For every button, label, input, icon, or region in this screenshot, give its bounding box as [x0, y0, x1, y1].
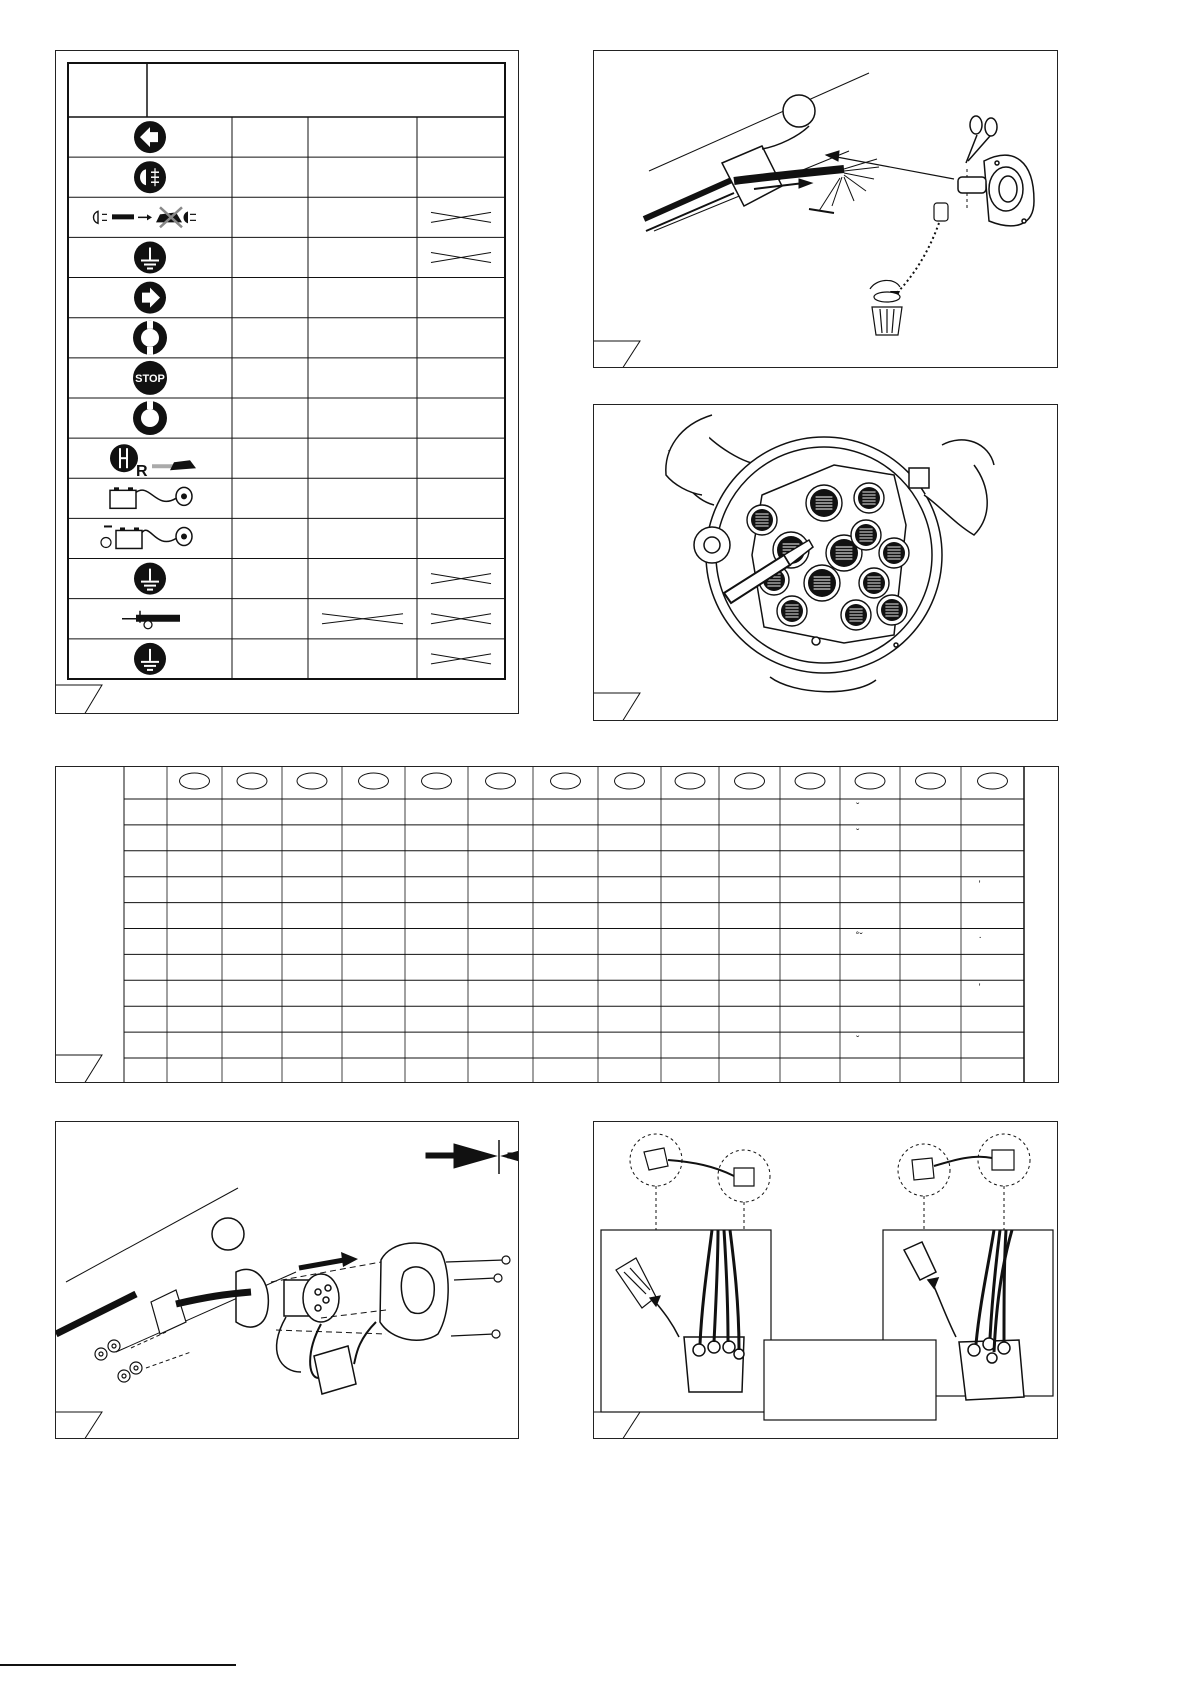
- scissors-icon: [966, 116, 997, 163]
- column-header-oval: [486, 773, 516, 789]
- column-header-oval: [735, 773, 765, 789]
- column-header-oval: [297, 773, 327, 789]
- socket-flange-icon: [958, 155, 1034, 226]
- turn-left-icon: [134, 121, 166, 153]
- tail-lamp-left-icon: [133, 401, 167, 435]
- trailer-sensor-icon: [122, 611, 180, 629]
- step1-panel: [593, 50, 1058, 368]
- matrix-mark: ˚ˇ: [856, 931, 863, 943]
- svg-text:STOP: STOP: [135, 372, 165, 385]
- legend-table: [56, 51, 519, 714]
- tow-ball-icon: [762, 95, 815, 149]
- column-header-oval: [237, 773, 267, 789]
- bolt-icon: [446, 1256, 510, 1338]
- ground-icon: [134, 563, 166, 595]
- ground-icon: [134, 241, 166, 273]
- column-header-oval: [916, 773, 946, 789]
- matrix-mark: ʼ: [978, 983, 981, 995]
- nut-icon: [95, 1340, 142, 1382]
- seal-plug-icon: [934, 203, 948, 221]
- matrix-mark: ˇ: [856, 1035, 860, 1047]
- socket-flange-icon: [176, 1269, 339, 1327]
- column-header-oval: [615, 773, 645, 789]
- column-header-oval: [795, 773, 825, 789]
- connection-matrix: [56, 767, 1059, 1083]
- fog-lamp-cutoff-icon: [94, 207, 197, 227]
- matrix-mark: ʼ: [978, 879, 981, 891]
- tow-ball-icon: [212, 1218, 244, 1250]
- legend-panel: [55, 50, 519, 714]
- column-header-oval: [422, 773, 452, 789]
- battery-ignition-icon: [101, 526, 192, 548]
- column-header-oval: [359, 773, 389, 789]
- step5-panel: [593, 1121, 1058, 1439]
- clip-icon: [616, 1258, 679, 1337]
- svg-text:R: R: [136, 463, 148, 481]
- step4-panel: [55, 1121, 519, 1439]
- ground-icon: [134, 643, 166, 675]
- reverse-gear-icon: [110, 444, 196, 480]
- rear-fog-lamp-icon: [134, 161, 166, 193]
- step2-panel: [593, 404, 1058, 721]
- torque-arrows-icon: [426, 1140, 519, 1174]
- matrix-mark: ˇ: [856, 802, 860, 813]
- tail-lamp-right-icon: [133, 321, 167, 355]
- column-header-oval: [551, 773, 581, 789]
- footer-rule: [0, 1664, 236, 1666]
- column-header-oval: [855, 773, 885, 789]
- battery-permanent-icon: [110, 487, 192, 508]
- column-header-oval: [978, 773, 1008, 789]
- matrix-mark: ˇ: [856, 827, 860, 839]
- socket-housing-icon: [380, 1243, 448, 1340]
- trash-bin-icon: [870, 280, 902, 335]
- module-box-icon: [277, 1317, 376, 1394]
- stop-lamp-icon: [133, 361, 167, 395]
- column-header-oval: [675, 773, 705, 789]
- turn-right-icon: [134, 282, 166, 314]
- matrix-mark: ·: [978, 931, 982, 943]
- matrix-panel: [55, 766, 1059, 1083]
- connector-left-icon: [644, 1148, 754, 1186]
- column-header-oval: [180, 773, 210, 789]
- connector-right-icon: [912, 1150, 1014, 1180]
